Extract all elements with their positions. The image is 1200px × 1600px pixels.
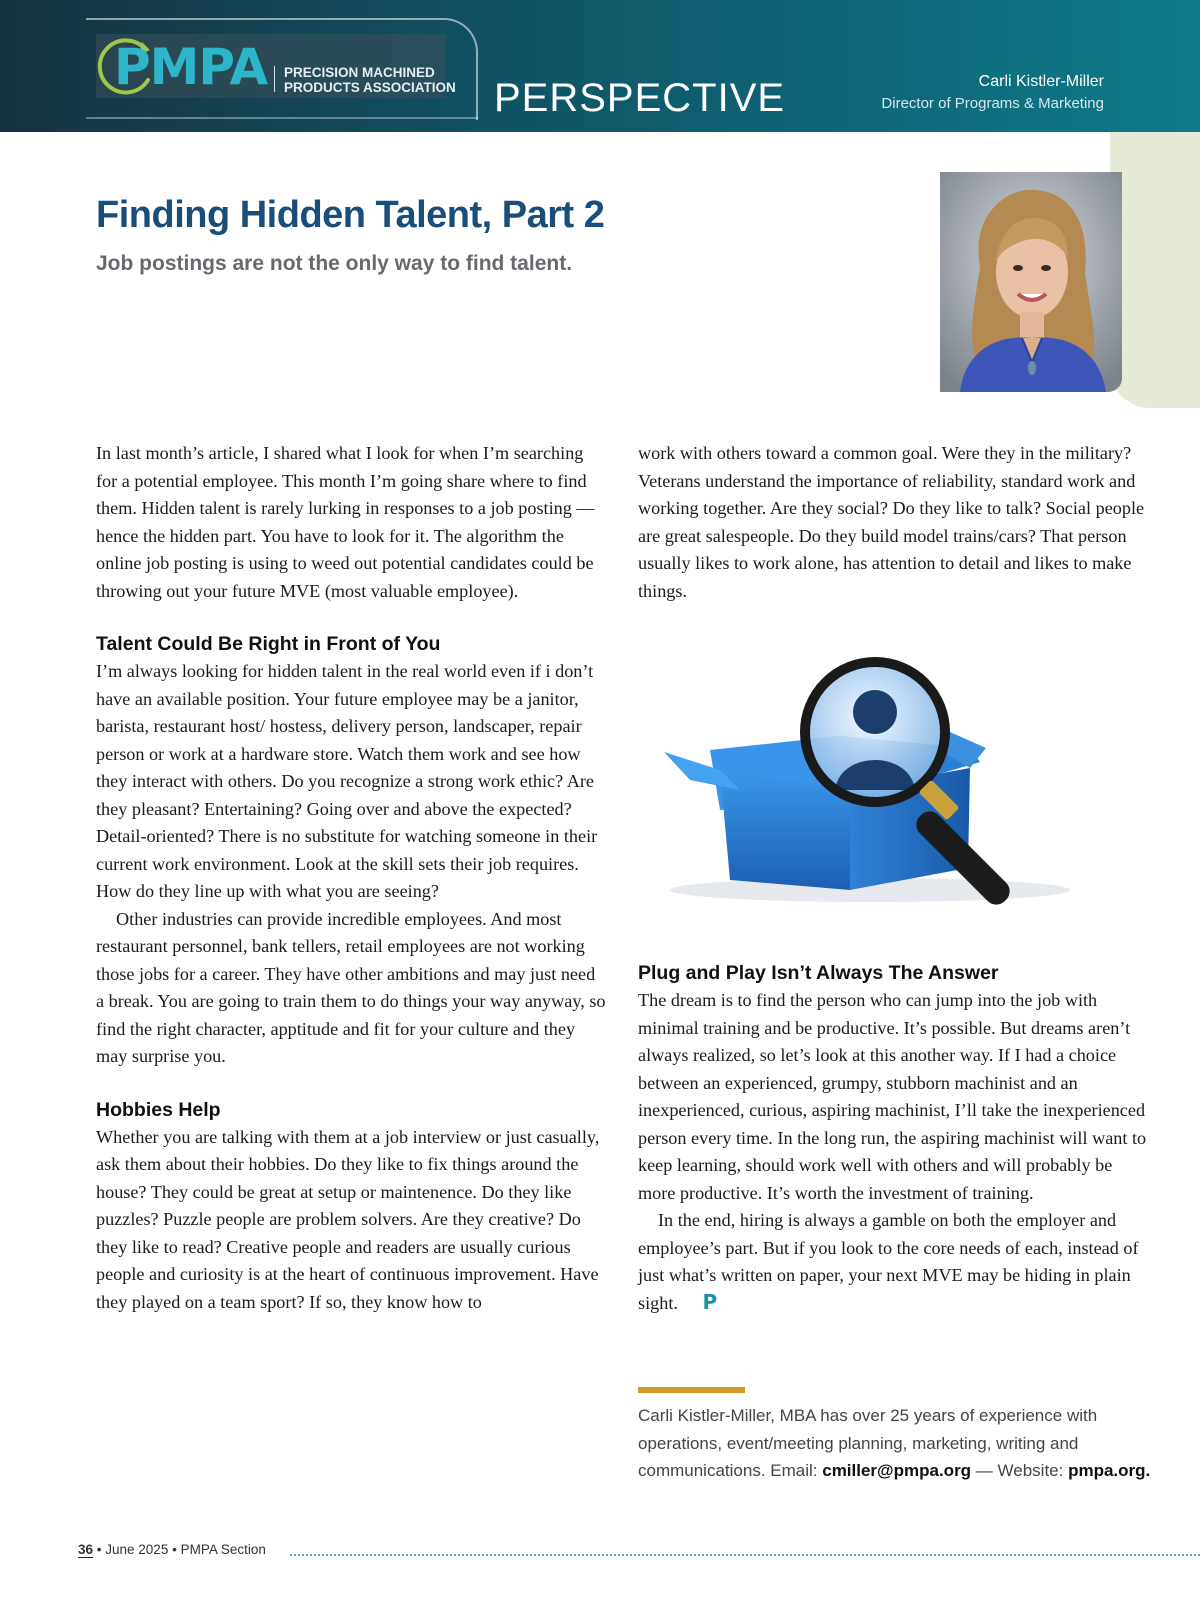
- footer-sep-2: •: [168, 1542, 181, 1557]
- hobbies-paragraph: Whether you are talking with them at a job interview or just casually, ask them about their hobbies. Do they like to fix things around the house? They could be great at setup or maintenence. Do they like puzzles? Puzzle people are problem solvers. Are they creative? Do they like to read? Creative people and readers are usually curious people and curiosity is at the heart of continuous improvement. Have they played on a team sport? If so, they know how to: [96, 1126, 600, 1312]
- article-title: Finding Hidden Talent, Part 2: [96, 194, 605, 236]
- end-mark-icon: P: [702, 1289, 718, 1314]
- bio-mid-text: — Website:: [971, 1461, 1069, 1480]
- magnifier-over-box-illustration: [650, 640, 1110, 910]
- plug-paragraph-1: The dream is to find the person who can jump into the job with minimal training and be productive. It’s possible. But dreams aren’t always realized, so let’s look at this another way. If I had a choice between an experienced, grumpy, stubborn machinist and an inexperienced, curious, aspiring machinist, I’ll take the inexperienced person every time. In the long run, the aspiring machinist will want to keep learning, should work well with others and will probably be more productive. It’s worth the investment of training.: [638, 990, 1147, 1203]
- logo-separator: [274, 66, 275, 92]
- logo-frame-rule: [86, 117, 478, 119]
- article-column-2-lower: [638, 960, 1148, 1317]
- talent-paragraph-2: Other industries can provide incredible employees. And most restaurant personnel, bank tellers, retail employees are not working those jobs for a career. They have other ambitions and may just need a break. You are going to train them to do things your way anyway, so find the right character, apptitude and fit for your culture and they may surprise you.: [96, 908, 606, 1066]
- section-heading-talent: Talent Could Be Right in Front of You: [96, 633, 441, 655]
- article-column-1: [96, 440, 606, 1316]
- plug-paragraph-2: [638, 1207, 1148, 1317]
- author-photo: [940, 172, 1122, 392]
- header-author-role: Director of Programs & Marketing: [881, 95, 1104, 112]
- logo-subtitle-line-2: PRODUCTS ASSOCIATION: [284, 80, 456, 95]
- hobbies-continuation: work with others toward a common goal. Were they in the military? Veterans understand the importance of reliability, standard work and working together. Are they social? Do they like to talk? Social people are great salespeople. Do they build model trains/cars? That person usually likes to work alone, has attention to detail and likes to make things.: [638, 443, 1145, 601]
- page-number: 36: [78, 1542, 94, 1557]
- closing-text: In the end, hiring is always a gamble on both the employer and employee’s part. But if you look to the core needs of each, instead of just what’s written on paper, your next MVE may be hiding in plain sight.: [638, 1210, 1139, 1313]
- bio-email-link[interactable]: cmiller@pmpa.org: [822, 1461, 972, 1480]
- intro-paragraph: In last month’s article, I shared what I look for when I’m searching for a potential employee. This month I’m going share where to find them. Hidden talent is rarely lurking in responses to a job posting — hence the hidden part. You have to look for it. The algorithm the online job posting is using to weed out potential candidates could be throwing out your future MVE (most valuable employee).: [96, 443, 595, 601]
- bio-rule: [638, 1387, 745, 1393]
- footer-issue: June 2025: [105, 1542, 169, 1557]
- section-heading-plug-and-play: Plug and Play Isn’t Always The Answer: [638, 962, 999, 984]
- section-heading-hobbies: Hobbies Help: [96, 1098, 221, 1121]
- header-author-name: Carli Kistler-Miller: [978, 73, 1104, 90]
- footer-dotted-rule: [290, 1554, 1200, 1556]
- bio-website-link[interactable]: pmpa.org.: [1068, 1461, 1151, 1480]
- author-photo-illustration: [940, 172, 1122, 392]
- header-banner: [0, 0, 1200, 132]
- footer-section: PMPA Section: [180, 1542, 266, 1557]
- page-footer: [78, 1542, 266, 1557]
- logo-subtitle-line-1: PRECISION MACHINED: [284, 65, 435, 80]
- talent-paragraph-1: I’m always looking for hidden talent in the real world even if i don’t have an available position. Your future employee may be a janitor, barista, restaurant host/ hostess, delivery person, landscaper, repair person or work at a hardware store. Watch them work and see how they interact with others. Do you recognize a strong work ethic? Are they pleasant? Entertaining? Going over and above the expected? Detail-oriented? There is no substitute for watching someone in their current work environment. Look at the skill sets their job requires. How do they line up with what you are seeing?: [96, 661, 598, 901]
- section-title: PERSPECTIVE: [494, 76, 786, 120]
- article-subtitle: Job postings are not the only way to find talent.: [96, 252, 573, 275]
- footer-sep-1: •: [93, 1542, 106, 1557]
- bio-text: Carli Kistler-Miller, MBA has over 25 years of experience with operations, event/meeting planning, marketing, writing and communications. Email:: [638, 1406, 1098, 1480]
- logo-subtitle: [284, 65, 456, 95]
- logo-wordmark: PMPA: [114, 38, 268, 96]
- side-tab-decoration: [1110, 132, 1200, 408]
- author-bio: [638, 1402, 1178, 1485]
- article-column-2: [638, 440, 1148, 605]
